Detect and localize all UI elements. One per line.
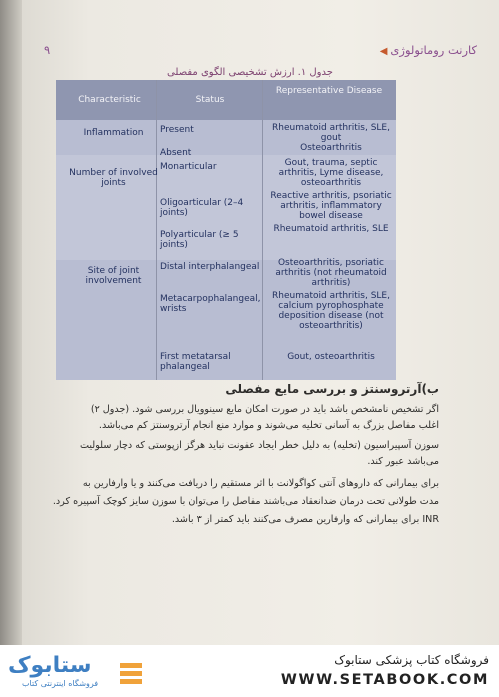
table-cell: Inflammation: [83, 128, 144, 138]
column-header: Representative Disease: [275, 86, 383, 96]
setabook-logo[interactable]: [8, 651, 148, 691]
table-cell: Reactive arthritis, psoriatic arthritis, inflammatory bowel disease: [270, 191, 392, 221]
paragraph-line: اگر تشخیص نامشخص باشد باید در صورت امکان مایع سینوویال بررسی شود. (جدول ۲): [90, 404, 439, 415]
table-cell: Distal interphalangeal: [160, 262, 260, 272]
book-stack-icon: [120, 663, 142, 687]
table-cell: Gout, osteoarthritis: [287, 352, 375, 362]
joint-pattern-table: [56, 80, 396, 380]
header-title: کارنت روماتولوژی◀: [379, 43, 477, 57]
table-cell: Absent: [160, 148, 192, 158]
column-header: Characteristic: [78, 95, 141, 105]
table-cell: Gout, trauma, septic arthritis, Lyme disease, osteoarthritis: [278, 158, 384, 188]
logo-subtitle: فروشگاه اینترنتی کتاب: [22, 679, 99, 688]
table-cell: Rheumatoid arthritis, SLE, gout: [272, 123, 390, 143]
triangle-icon: ◀: [379, 46, 388, 57]
paragraph-line: INR برای بیمارانی که وارفارین مصرف می‌کنند باید کمتر از ۳ باشد.: [171, 514, 439, 525]
table-cell: Monarticular: [160, 162, 217, 172]
paragraph-line: می‌باشد عبور کند.: [367, 456, 439, 467]
store-name: فروشگاه کتاب پزشکی ستابوک: [334, 653, 489, 667]
table-cell: Site of joint involvement: [85, 266, 142, 286]
column-divider: [156, 80, 157, 380]
paragraph-line: برای بیمارانی که داروهای آنتی کواگولانت با اثر مستقیم را دریافت می‌کنند و یا وارفارین به: [82, 478, 439, 489]
table-cell: Polyarticular (≥ 5 joints): [160, 230, 239, 250]
logo-text: ستابوک: [8, 653, 92, 678]
store-url[interactable]: WWW.SETABOOK.COM: [280, 672, 489, 688]
table-header: [56, 80, 396, 121]
table-caption: جدول ۱. ارزش تشخیصی الگوی مفصلی: [167, 67, 333, 78]
table-cell: Oligoarticular (2–4 joints): [160, 198, 244, 218]
column-divider: [262, 80, 263, 380]
table-cell: Rheumatoid arthritis, SLE, calcium pyrophosphate deposition disease (not osteoarthritis): [272, 291, 390, 331]
running-header: [44, 43, 477, 63]
table-cell: Osteoarthritis, psoriatic arthritis (not rheumatoid arthritis): [275, 258, 387, 288]
paragraph-line: اغلب مفاصل بزرگ به آسانی تخلیه می‌شوند و موارد منع انجام آرتروسنتز کم می‌باشد.: [98, 420, 439, 431]
table-cell: Rheumatoid arthritis, SLE: [273, 224, 389, 234]
table-cell: Metacarpophalangeal, wrists: [160, 294, 261, 314]
table-cell: Number of involved joints: [69, 168, 158, 188]
store-footer: [0, 645, 499, 697]
table-cell: Present: [160, 125, 194, 135]
section-title: ب)آرتروسنتز و بررسی مایع مفصلی: [225, 382, 439, 396]
paragraph-line: مدت طولانی تحت درمان ضدانعقاد می‌باشند مفاصل را می‌توان با سوزن سایز کوچک آسپیره کرد.: [52, 496, 439, 507]
book-spine: [0, 0, 22, 645]
table-cell: First metatarsal phalangeal: [160, 352, 231, 372]
page-number: ۹: [44, 43, 51, 57]
column-header: Status: [195, 95, 225, 105]
paragraph-line: سوزن آسپیراسیون (تخلیه) به دلیل خطر ایجاد عفونت نباید هرگز ازپوستی که دچار سلولیت: [79, 440, 439, 451]
table-cell: Osteoarthritis: [300, 143, 362, 153]
